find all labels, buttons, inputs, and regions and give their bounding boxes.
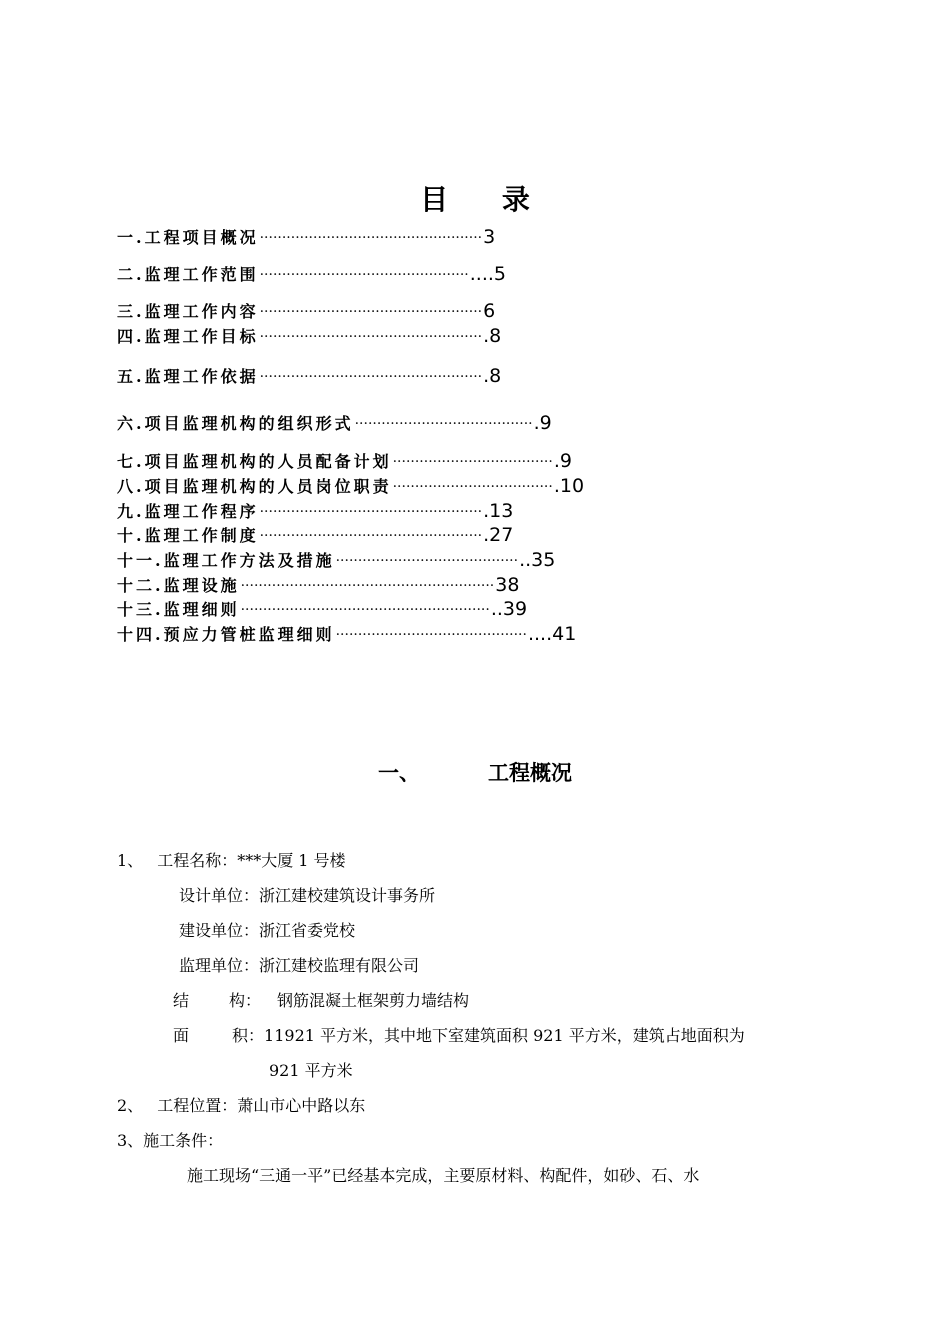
toc-entry[interactable]: [117, 259, 797, 285]
structure-line: [173, 988, 469, 1011]
item-2-text: 工程位置：萧山市心中路以东: [157, 1096, 366, 1115]
toc-entry-page: .27: [483, 524, 514, 546]
toc-dot-leader: ···············································: [259, 267, 469, 283]
toc-dot-leader: ··················································: [259, 369, 483, 385]
toc-entry-number: 七.: [117, 452, 145, 471]
toc-entry[interactable]: [117, 361, 797, 387]
toc-entry-number: 八.: [117, 477, 145, 496]
toc-entry-number: 十三.: [117, 600, 164, 619]
toc-entry[interactable]: [117, 619, 797, 645]
toc-entry-number: 四.: [117, 327, 145, 346]
structure-value: 钢筋混凝土框架剪力墙结构: [277, 991, 470, 1010]
toc-entry-page: 38: [495, 574, 520, 596]
toc-entry-page: .8: [483, 325, 502, 347]
area-line: [173, 1023, 745, 1046]
toc-entry-title: 监理工作依据: [144, 367, 259, 386]
toc-entry-title: 监理工作程序: [144, 502, 259, 521]
toc-dot-leader: ························································: [240, 602, 490, 618]
toc-entry-number: 十二.: [117, 576, 164, 595]
toc-dot-leader: ··················································: [259, 304, 483, 320]
section-title-text: 工程概况: [488, 761, 572, 785]
toc-entry-title: 监理工作范围: [144, 265, 259, 284]
toc-entry-title: 监理工作目标: [144, 327, 259, 346]
item-2: [117, 1093, 365, 1116]
toc-entry-number: 十一.: [117, 551, 164, 570]
toc-entry[interactable]: [117, 496, 797, 522]
toc-entry-number: 九.: [117, 502, 145, 521]
toc-entry-title: 监理设施: [163, 576, 240, 595]
toc-entry-title: 项目监理机构的人员配备计划: [144, 452, 392, 471]
toc-entry-number: 一.: [117, 228, 145, 247]
toc-entry[interactable]: [117, 408, 797, 434]
toc-entry-number: 十四.: [117, 625, 164, 644]
toc-entry-page: .13: [483, 500, 514, 522]
toc-entry-page: 6: [483, 300, 496, 322]
structure-label-b: 构：: [229, 991, 262, 1010]
section-heading: [0, 757, 950, 787]
toc-dot-leader: ···········································: [335, 627, 527, 643]
design-unit-line: 设计单位：浙江建校建筑设计事务所: [179, 886, 436, 905]
toc-dot-leader: ·························································: [240, 578, 495, 594]
toc-entry-title: 项目监理机构的人员岗位职责: [144, 477, 392, 496]
area-label-b: 积：: [232, 1026, 265, 1045]
toc-entry-number: 三.: [117, 302, 145, 321]
toc-entry[interactable]: [117, 520, 797, 546]
toc-dot-leader: ··················································: [259, 329, 483, 345]
toc-entry-page: .9: [553, 450, 572, 472]
toc-entry-number: 六.: [117, 414, 145, 433]
toc-dot-leader: ··················································: [259, 230, 483, 246]
toc-entry-number: 二.: [117, 265, 145, 284]
item-1: [117, 848, 346, 871]
toc-entry-number: 十.: [117, 526, 145, 545]
toc-entry-title: 监理工作方法及措施: [163, 551, 335, 570]
item-3-paragraph: 施工现场“三通一平”已经基本完成，主要原材料、构配件，如砂、石、水: [187, 1166, 700, 1185]
toc-dot-leader: ··················································: [259, 504, 483, 520]
toc-entry-page: ....5: [469, 263, 507, 285]
area-value: 11921 平方米，其中地下室建筑面积 921 平方米，建筑占地面积为: [264, 1026, 745, 1045]
toc-entry-title: 监理细则: [163, 600, 240, 619]
toc-entry-page: ..39: [490, 598, 528, 620]
toc-entry-page: .9: [533, 412, 552, 434]
toc-dot-leader: ····································: [392, 454, 553, 470]
item-2-number: 2、: [117, 1096, 144, 1115]
area-label-a: 面: [173, 1026, 190, 1045]
item-1-number: 1、: [117, 851, 144, 870]
toc-entry[interactable]: [117, 570, 797, 596]
toc-entry-title: 监理工作内容: [144, 302, 259, 321]
toc-entry-page: 3: [483, 226, 496, 248]
structure-label-a: 结: [173, 991, 190, 1010]
toc-entry-title: 项目监理机构的组织形式: [144, 414, 354, 433]
toc-entry[interactable]: [117, 545, 797, 571]
toc-entry-page: ....41: [527, 623, 577, 645]
toc-entry[interactable]: [117, 446, 797, 472]
build-unit-line: 建设单位：浙江省委党校: [179, 921, 356, 940]
toc-dot-leader: ·········································: [335, 553, 519, 569]
toc-entry-title: 工程项目概况: [144, 228, 259, 247]
toc-entry[interactable]: [117, 222, 797, 248]
toc-entry-page: ..35: [519, 549, 556, 571]
section-number: 一、: [378, 761, 420, 785]
toc-title: 目 录: [420, 183, 552, 216]
toc-entry[interactable]: [117, 321, 797, 347]
toc-dot-leader: ········································: [354, 416, 533, 432]
toc-dot-leader: ··················································: [259, 528, 483, 544]
toc-entry-title: 预应力管桩监理细则: [163, 625, 335, 644]
toc-entry[interactable]: [117, 471, 797, 497]
toc-entry-title: 监理工作制度: [144, 526, 259, 545]
toc-entry[interactable]: [117, 594, 797, 620]
area-value-continued: 921 平方米: [269, 1061, 353, 1080]
toc-entry-page: .10: [553, 475, 585, 497]
supervise-unit-line: 监理单位：浙江建校监理有限公司: [179, 956, 420, 975]
item-3: 3、施工条件：: [117, 1131, 224, 1150]
item-1-text: 工程名称：***大厦 1 号楼: [157, 851, 346, 870]
toc-entry-number: 五.: [117, 367, 145, 386]
toc-entry[interactable]: [117, 296, 797, 322]
toc-entry-page: .8: [483, 365, 502, 387]
toc-dot-leader: ····································: [392, 479, 553, 495]
